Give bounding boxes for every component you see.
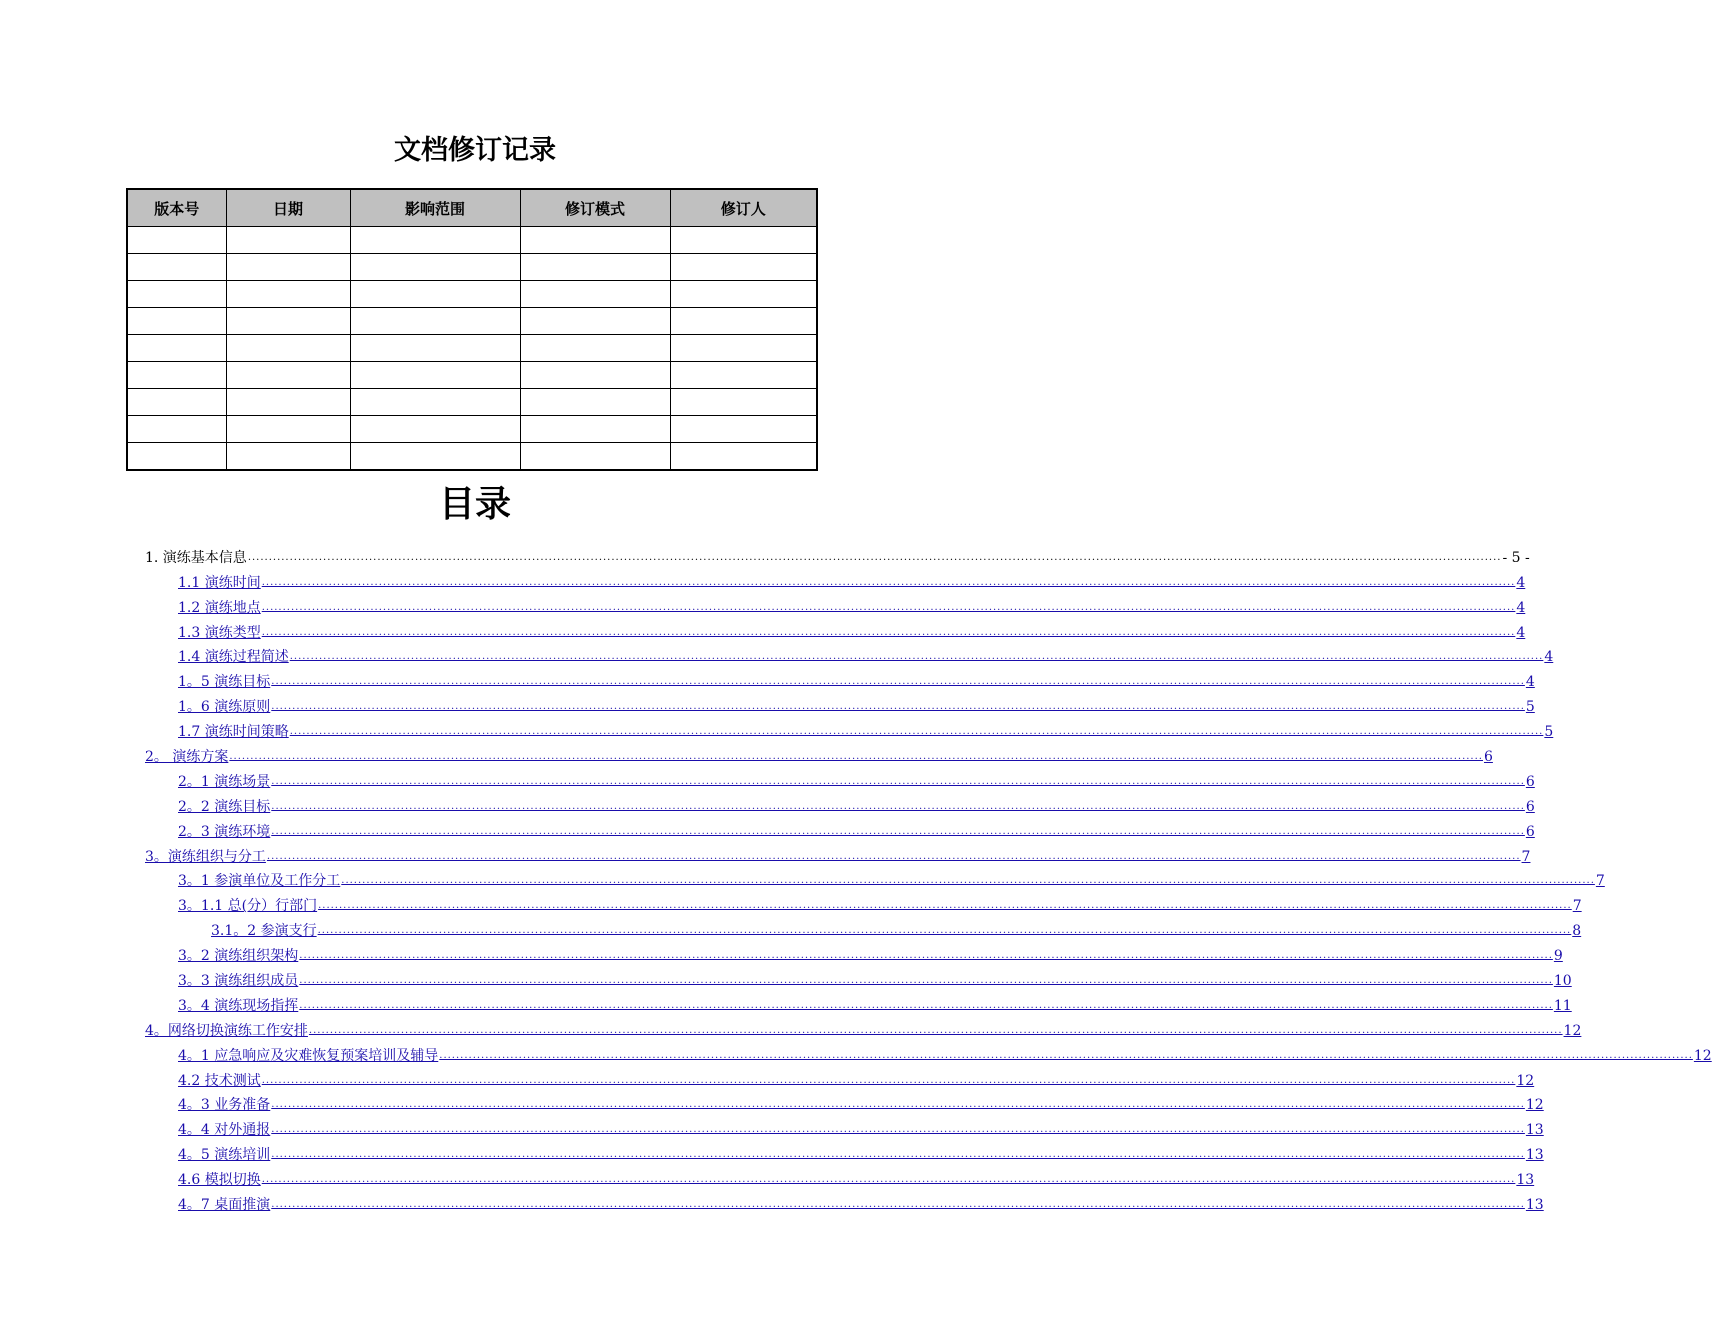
toc-entry[interactable] [178,1065,1535,1090]
toc-entry[interactable] [178,866,1605,891]
toc-entry-label: 1.3 演练类型 [178,624,261,641]
toc-leader-dots: ............................................................................................................................................................................................................................................................................................................ [271,676,1525,688]
toc-entry-page: 4 [1544,649,1554,666]
toc-entry[interactable] [178,791,1535,816]
toc-entry[interactable] [178,1189,1544,1214]
toc-leader-dots: ............................................................................................................................................................................................................................................................................................................ [271,800,1525,812]
toc-entry[interactable] [178,766,1535,791]
table-cell [520,443,670,471]
header-mode: 修订模式 [520,189,670,227]
toc-entry[interactable] [145,1015,1582,1040]
table-row [127,281,817,308]
toc-leader-dots: ............................................................................................................................................................................................................................................................................................................ [261,626,1516,638]
toc-entry-label: 4。7 桌面推演 [178,1197,271,1214]
toc-leader-dots: ............................................................................................................................................................................................................................................................................................................ [341,875,1595,887]
table-cell [520,308,670,335]
toc-entry-page: 6 [1483,749,1493,766]
toc-entry-label: 2。1 演练场景 [178,773,271,790]
table-row [127,416,817,443]
table-cell [226,281,350,308]
toc-leader-dots: ............................................................................................................................................................................................................................................................................................................ [271,825,1525,837]
toc-leader-dots: ............................................................................................................................................................................................................................................................................................................ [271,1099,1525,1111]
table-cell [520,281,670,308]
toc-entry-label: 4。3 业务准备 [178,1097,271,1114]
toc-entry-label: 4。5 演练培训 [178,1147,271,1164]
toc-entry[interactable] [178,642,1554,667]
toc-entry-label: 1.2 演练地点 [178,599,261,616]
toc-entry-page: 7 [1572,898,1582,915]
toc-leader-dots: ............................................................................................................................................................................................................................................................................................................ [229,751,1483,763]
toc-entry[interactable] [178,1114,1544,1139]
toc-entry-label: 2。3 演练环境 [178,823,271,840]
toc-entry[interactable] [178,1090,1544,1115]
toc-leader-dots: ............................................................................................................................................................................................................................................................................................................ [289,726,1544,738]
header-date: 日期 [226,189,350,227]
header-scope: 影响范围 [350,189,520,227]
toc-title: 目录 [438,484,511,525]
table-cell [350,443,520,471]
toc-entry-label: 4。4 对外通报 [178,1122,271,1139]
toc-leader-dots: ............................................................................................................................................................................................................................................................................................................ [271,1149,1525,1161]
toc-entry-label: 3.1。2 参演支行 [211,923,317,940]
toc-entry-label: 3。3 演练组织成员 [178,973,299,990]
table-cell [520,335,670,362]
table-cell [127,281,226,308]
toc-leader-dots: ............................................................................................................................................................................................................................................................................................................ [261,1174,1516,1186]
toc-entry[interactable] [178,716,1554,741]
toc-entry-page: 6 [1525,798,1535,815]
toc-entry-page: 13 [1516,1172,1535,1189]
header-version: 版本号 [127,189,226,227]
table-cell [127,416,226,443]
table-cell [670,227,817,254]
table-cell [226,335,350,362]
table-row [127,362,817,389]
table-cell [670,389,817,416]
table-cell [520,362,670,389]
table-cell [350,362,520,389]
toc-entry-label: 3。演练组织与分工 [145,848,266,865]
toc-entry-page: 6 [1525,773,1535,790]
table-cell [127,362,226,389]
toc-entry-label: 1。6 演练原则 [178,699,271,716]
toc-entry-page: 12 [1693,1047,1712,1064]
toc-entry-label: 4。1 应急响应及灾难恢复预案培训及辅导 [178,1047,439,1064]
toc-leader-dots: ............................................................................................................................................................................................................................................................................................................ [271,1199,1525,1211]
toc-leader-dots: ............................................................................................................................................................................................................................................................................................................ [271,701,1525,713]
toc-leader-dots: ............................................................................................................................................................................................................................................................................................................ [261,576,1516,588]
table-cell [350,389,520,416]
table-cell [670,308,817,335]
table-of-contents [0,542,1712,1214]
revision-title: 文档修订记录 [394,135,556,166]
toc-leader-dots: ............................................................................................................................................................................................................................................................................................................ [308,1024,1563,1036]
table-cell [226,254,350,281]
toc-entry-page: 6 [1525,823,1535,840]
header-reviser: 修订人 [670,189,817,227]
toc-leader-dots: ............................................................................................................................................................................................................................................................................................................ [271,1124,1525,1136]
toc-entry-page: 5 [1525,699,1535,716]
toc-entry-label: 2。 演练方案 [145,749,229,766]
toc-entry-label: 3。1.1 总(分）行部门 [178,898,318,915]
table-cell [520,389,670,416]
table-cell [520,416,670,443]
toc-entry-label: 4.2 技术测试 [178,1072,261,1089]
toc-entry[interactable] [178,990,1572,1015]
toc-entry-page: 4 [1525,674,1535,691]
toc-entry[interactable] [178,816,1535,841]
toc-leader-dots: ............................................................................................................................................................................................................................................................................................................ [271,775,1525,787]
toc-leader-dots: ............................................................................................................................................................................................................................................................................................................ [299,999,1553,1011]
toc-entry-page: 13 [1525,1197,1544,1214]
table-cell [127,335,226,362]
toc-leader-dots: ............................................................................................................................................................................................................................................................................................................ [247,551,1502,563]
table-cell [350,335,520,362]
toc-entry-label: 1.1 演练时间 [178,574,261,591]
toc-entry-page: 9 [1553,948,1563,965]
toc-entry[interactable] [178,1040,1712,1065]
table-cell [670,254,817,281]
toc-leader-dots: ............................................................................................................................................................................................................................................................................................................ [261,1074,1516,1086]
revision-header-row [127,189,817,227]
toc-entry-page: 5 [1544,724,1554,741]
table-cell [670,335,817,362]
table-row [127,443,817,471]
toc-entry-label: 3。1 参演单位及工作分工 [178,873,341,890]
table-cell [226,416,350,443]
toc-leader-dots: ............................................................................................................................................................................................................................................................................................................ [439,1049,1693,1061]
toc-entry-label: 3。2 演练组织架构 [178,948,299,965]
toc-entry[interactable] [178,940,1563,965]
table-cell [350,254,520,281]
toc-entry-page: - 5 - [1502,549,1530,566]
table-cell [670,416,817,443]
toc-entry-page: 4 [1516,574,1526,591]
toc-entry-page: 7 [1595,873,1605,890]
table-cell [350,308,520,335]
table-cell [226,443,350,471]
table-cell [350,416,520,443]
toc-entry[interactable] [178,617,1526,642]
toc-entry-label: 1. 演练基本信息 [145,549,247,566]
toc-entry[interactable] [178,1164,1535,1189]
table-cell [226,389,350,416]
toc-leader-dots: ............................................................................................................................................................................................................................................................................................................ [299,950,1553,962]
table-row [127,254,817,281]
toc-entry-page: 12 [1516,1072,1535,1089]
toc-entry [145,542,1530,567]
table-cell [127,308,226,335]
toc-entry[interactable] [145,741,1493,766]
toc-entry-page: 11 [1553,997,1572,1014]
toc-entry-label: 4。网络切换演练工作安排 [145,1022,308,1039]
toc-leader-dots: ............................................................................................................................................................................................................................................................................................................ [317,925,1572,937]
table-cell [127,443,226,471]
toc-entry[interactable] [178,890,1582,915]
toc-entry-page: 4 [1516,624,1526,641]
table-cell [670,362,817,389]
toc-leader-dots: ............................................................................................................................................................................................................................................................................................................ [318,900,1572,912]
toc-entry-label: 2。2 演练目标 [178,798,271,815]
table-cell [127,227,226,254]
toc-entry-page: 12 [1525,1097,1544,1114]
toc-entry[interactable] [145,841,1531,866]
table-cell [670,281,817,308]
toc-entry-page: 4 [1516,599,1526,616]
toc-entry[interactable] [211,915,1582,940]
table-row [127,389,817,416]
toc-leader-dots: ............................................................................................................................................................................................................................................................................................................ [289,651,1544,663]
table-row [127,308,817,335]
table-cell [226,227,350,254]
toc-entry-label: 1。5 演练目标 [178,674,271,691]
table-row [127,335,817,362]
table-cell [226,362,350,389]
revision-table [126,188,818,471]
toc-entry-page: 7 [1521,848,1531,865]
toc-leader-dots: ............................................................................................................................................................................................................................................................................................................ [299,975,1553,987]
toc-entry-label: 1.4 演练过程简述 [178,649,289,666]
table-cell [350,281,520,308]
table-cell [226,308,350,335]
toc-entry[interactable] [178,592,1526,617]
table-cell [520,227,670,254]
toc-entry[interactable] [178,1139,1544,1164]
toc-entry-label: 4.6 模拟切换 [178,1172,261,1189]
table-cell [350,227,520,254]
toc-entry[interactable] [178,691,1535,716]
table-cell [520,254,670,281]
table-cell [127,389,226,416]
toc-entry[interactable] [178,965,1572,990]
table-row [127,227,817,254]
toc-entry-page: 13 [1525,1122,1544,1139]
toc-entry-page: 10 [1553,973,1572,990]
table-cell [127,254,226,281]
toc-entry-label: 3。4 演练现场指挥 [178,997,299,1014]
toc-entry[interactable] [178,567,1526,592]
toc-leader-dots: ............................................................................................................................................................................................................................................................................................................ [261,601,1516,613]
toc-leader-dots: ............................................................................................................................................................................................................................................................................................................ [266,850,1521,862]
toc-entry-page: 13 [1525,1147,1544,1164]
toc-entry-label: 1.7 演练时间策略 [178,724,289,741]
toc-entry[interactable] [178,666,1535,691]
toc-entry-page: 12 [1563,1022,1582,1039]
toc-entry-page: 8 [1572,923,1582,940]
table-cell [670,443,817,471]
